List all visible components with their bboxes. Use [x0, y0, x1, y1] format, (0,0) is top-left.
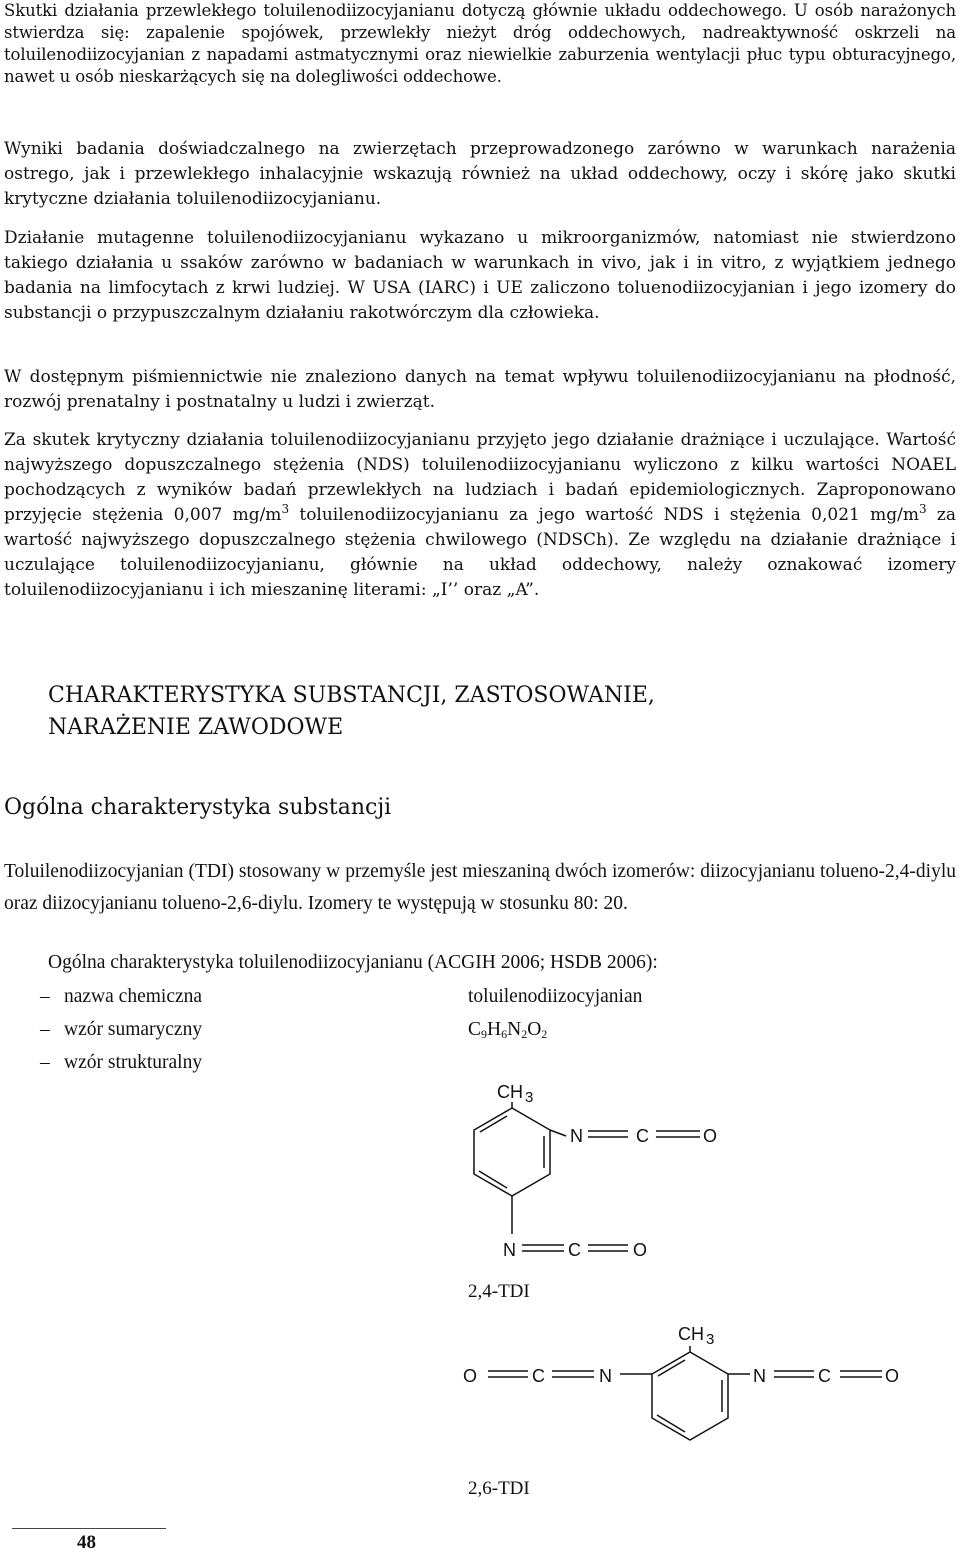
- formula-element: H: [487, 1019, 502, 1040]
- superscript-3: 3: [918, 502, 927, 516]
- property-label: nazwa chemiczna: [64, 986, 203, 1007]
- list-dash: –: [40, 986, 50, 1007]
- structure-label-2-6-tdi: 2,6-TDI: [468, 1478, 530, 1499]
- atom-n: N: [570, 1126, 583, 1146]
- paragraph-critical-effect-part3: za wartość najwyższego dopuszczalnego stężenia chwilowego (NDSCh). Ze względu na działanie drażniące i uczulające toluilenodiizocyjanianu, głównie na układ oddechowy, należy oznakować izomery toluilenodiizocyjanianu i ich mieszaninę literami: „I’’ oraz „A”.: [4, 505, 956, 600]
- paragraph-reproduction: W dostępnym piśmiennictwie nie znaleziono danych na temat wpływu toluilenodiizocyjanianu na płodność, rozwój prenatalny i postnatalny u ludzi i zwierząt.: [4, 367, 956, 412]
- atom-c: C: [532, 1366, 545, 1386]
- structure-label-2-4-tdi: 2,4-TDI: [468, 1281, 530, 1302]
- properties-intro: Ogólna charakterystyka toluilenodiizocyjanianu (ACGIH 2006; HSDB 2006):: [48, 952, 658, 973]
- list-dash: –: [40, 1052, 50, 1073]
- formula-element: C: [468, 1019, 482, 1040]
- list-dash: –: [40, 1019, 50, 1040]
- property-label: wzór strukturalny: [64, 1052, 203, 1073]
- formula-count: 9: [481, 1027, 488, 1041]
- atom-n: N: [503, 1240, 516, 1260]
- footer-divider: [12, 1528, 166, 1529]
- benzene-ring: [474, 1108, 550, 1196]
- atom-c: C: [636, 1126, 649, 1146]
- formula-count: 6: [501, 1027, 508, 1041]
- structure-2-6-tdi: [488, 1346, 882, 1440]
- section-heading-line1: CHARAKTERYSTYKA SUBSTANCJI, ZASTOSOWANIE,: [48, 683, 655, 708]
- methyl-group: CH $_3$: [497, 1082, 534, 1106]
- paragraph-chronic-effects: Skutki działania przewlekłego toluilenodiizocyjanianu dotyczą głównie układu oddechowego. U osób narażonych stwierdza się: zapalenie spojówek, przewlekły nieżyt dróg oddechowych, nadreaktywność oskrzeli na toluilenodiizocyjanian z napadami astmatycznymi oraz niewielkie zaburzenia wentylacji płuc typu obturacyjnego, nawet u osób nieskarżących się na dolegliwości oddechowe.: [4, 1, 956, 86]
- atom-c: C: [818, 1366, 831, 1386]
- atom-o: O: [703, 1126, 718, 1146]
- section-heading-line2: NARAŻENIE ZAWODOWE: [48, 715, 344, 740]
- structure-2-4-tdi: [474, 1102, 700, 1251]
- atom-o: O: [633, 1240, 648, 1260]
- paragraph-critical-effect-part2: toluilenodiizocyjanianu za jego wartość NDS i stężenia 0,021 mg/m: [289, 505, 919, 525]
- atom-n: N: [599, 1366, 612, 1386]
- property-label: wzór sumaryczny: [64, 1019, 203, 1040]
- formula-element: N: [507, 1019, 522, 1040]
- superscript-3: 3: [281, 502, 290, 516]
- methyl-group: CH $_3$: [678, 1324, 715, 1348]
- atom-o: O: [463, 1366, 478, 1386]
- formula-count: 2: [521, 1027, 528, 1041]
- atom-c: C: [568, 1240, 581, 1260]
- subsection-heading: Ogólna charakterystyka substancji: [4, 795, 392, 820]
- bond-n-upper: [550, 1130, 566, 1136]
- paragraph-tdi-description: Toluilenodiizocyjanian (TDI) stosowany w przemyśle jest mieszaniną dwóch izomerów: diizocyjanianu tolueno-2,4-diylu oraz diizocyjanianu tolueno-2,6-diylu. Izomery te występują w stosunku 80: 20.: [4, 861, 956, 914]
- page-number: 48: [77, 1532, 96, 1553]
- property-chemical-name-value: toluilenodiizocyjanian: [468, 986, 643, 1007]
- formula-element: O: [527, 1019, 542, 1040]
- paragraph-animal-studies: Wyniki badania doświadczalnego na zwierzętach przeprowadzonego zarówno w warunkach narażenia ostrego, jak i przewlekłego inhalacyjnie wskazują również na układ oddechowy, oczy i skórę jako skutki krytyczne działania toluilenodiizocyjanianu.: [4, 139, 956, 209]
- atom-n: N: [753, 1366, 766, 1386]
- paragraph-mutagenic: Działanie mutagenne toluilenodiizocyjanianu wykazano u mikroorganizmów, natomiast nie stwierdzono takiego działania u ssaków zarówno w badaniach w warunkach in vivo, jak i in vitro, z wyjątkiem jednego badania na limfocytach z krwi ludziej. W USA (IARC) i UE zaliczono toluenodiizocyjanian i jego izomery do substancji o przypuszczalnym działaniu rakotwórczym dla człowieka.: [4, 228, 956, 323]
- benzene-ring: [652, 1352, 728, 1440]
- paragraph-critical-effect-part1: Za skutek krytyczny działania toluilenodiizocyjanianu przyjęto jego działanie drażniące i uczulające. Wartość najwyższego dopuszczalnego stężenia (NDS) toluilenodiizocyjanianu wyliczono z kilku wartości NOAEL pochodzących z wyników badań przewlekłych na ludziach i badań epidemiologicznych. Zaproponowano przyjęcie stężenia 0,007 mg/m: [4, 430, 956, 525]
- atom-o: O: [885, 1366, 900, 1386]
- formula-count: 2: [541, 1027, 548, 1041]
